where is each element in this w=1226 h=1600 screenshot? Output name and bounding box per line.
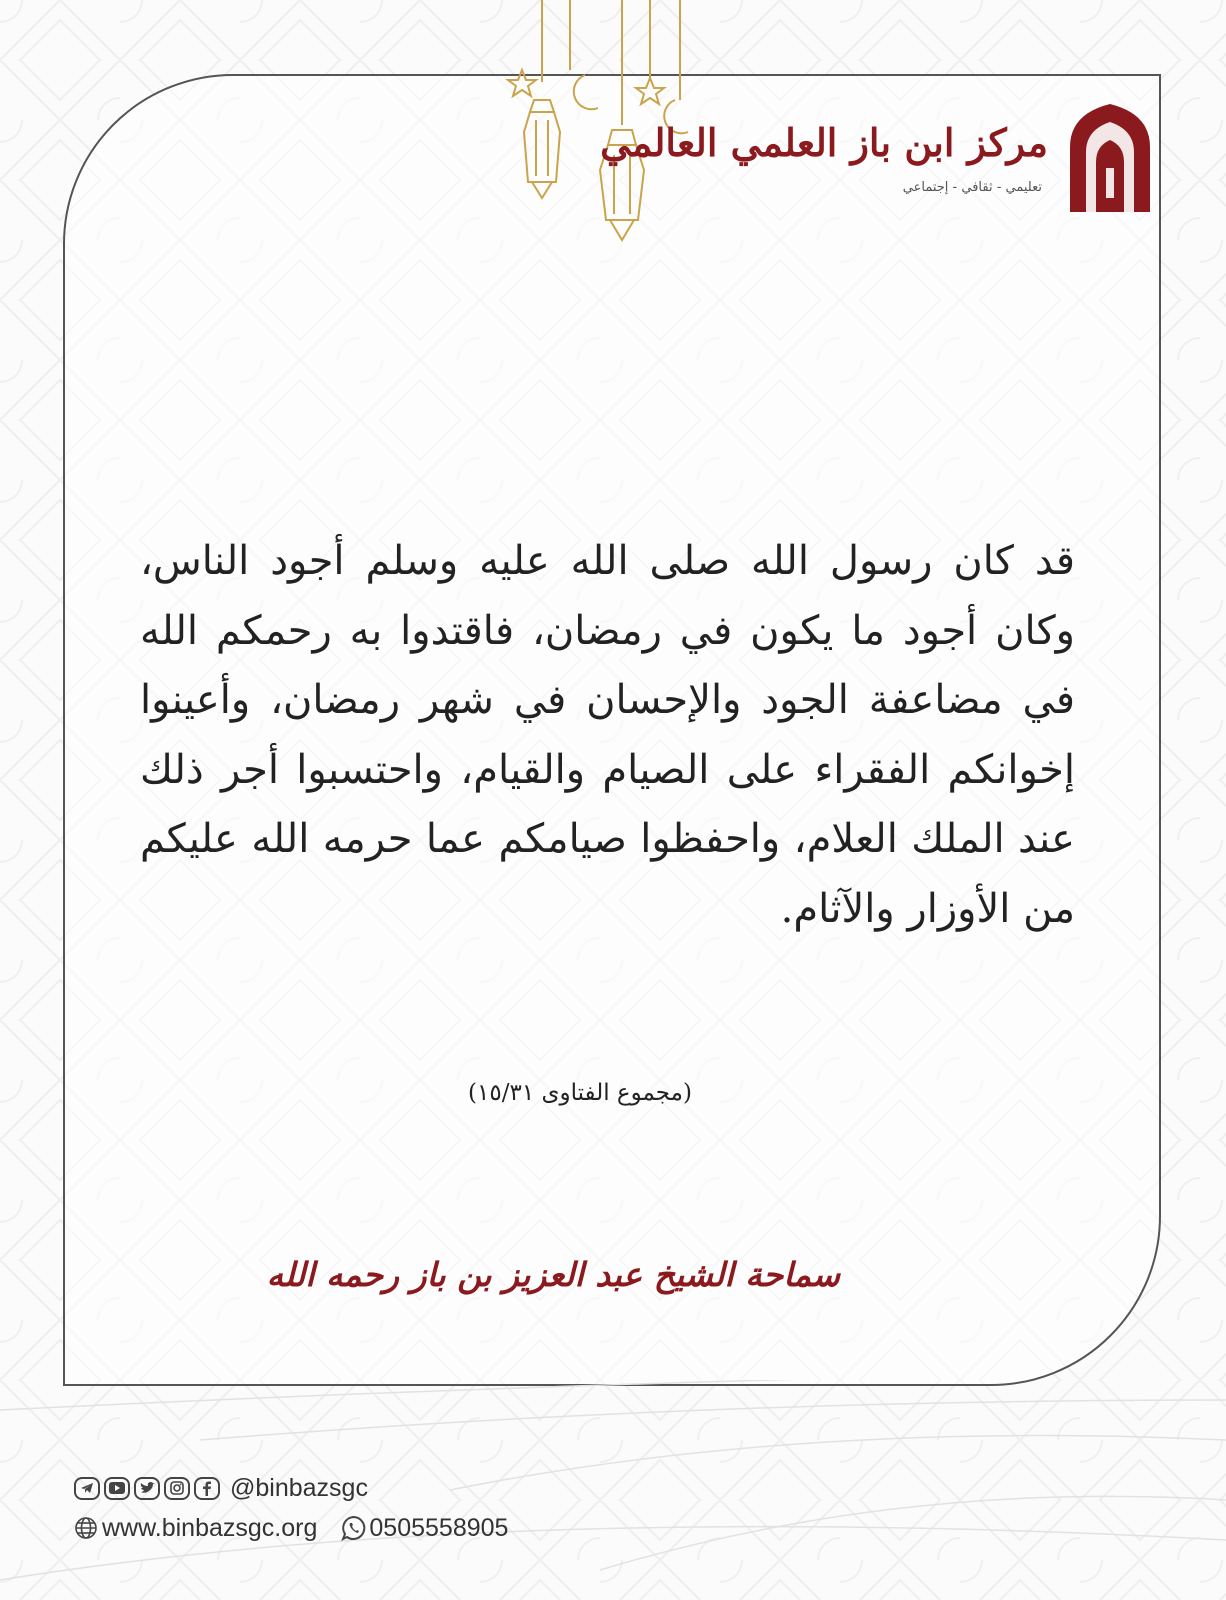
twitter-icon[interactable] xyxy=(134,1477,160,1500)
logo-subtitle: تعليمي - ثقافي - إجتماعي xyxy=(902,180,1042,195)
contact-info xyxy=(74,1512,508,1544)
calligraphy-signature: سماحة الشيخ عبد العزيز بن باز رحمه الله xyxy=(266,1255,840,1294)
social-links xyxy=(74,1472,368,1504)
website-link[interactable]: www.binbazsgc.org xyxy=(102,1513,318,1542)
telegram-icon[interactable] xyxy=(74,1477,100,1500)
social-handle[interactable]: @binbazsgc xyxy=(230,1473,368,1502)
youtube-icon[interactable] xyxy=(104,1477,130,1500)
globe-icon xyxy=(74,1516,98,1540)
quote-citation: (مجموع الفتاوى ١٥/٣١) xyxy=(468,1080,692,1106)
quote-text: قد كان رسول الله صلى الله عليه وسلم أجود الناس، وكان أجود ما يكون في رمضان، فاقتدوا به رحمكم الله في مضاعفة الجود والإحسان في شهر رمضان، وأعينوا إخوانكم الفقراء على الصيام والقيام، واحتسبوا أجر ذلك عند الملك العلام، واحفظوا صيامكم عما حرمه الله عليكم من الأوزار والآثام. xyxy=(140,538,1076,932)
logo xyxy=(600,102,1160,212)
phone-number[interactable]: 0505558905 xyxy=(369,1513,509,1542)
mosque-door-logo-icon xyxy=(1060,102,1160,212)
logo-title: مركز ابن باز العلمي العالمي xyxy=(600,120,1048,165)
whatsapp-icon xyxy=(341,1515,367,1541)
facebook-icon[interactable] xyxy=(194,1477,220,1500)
instagram-icon[interactable] xyxy=(164,1477,190,1500)
